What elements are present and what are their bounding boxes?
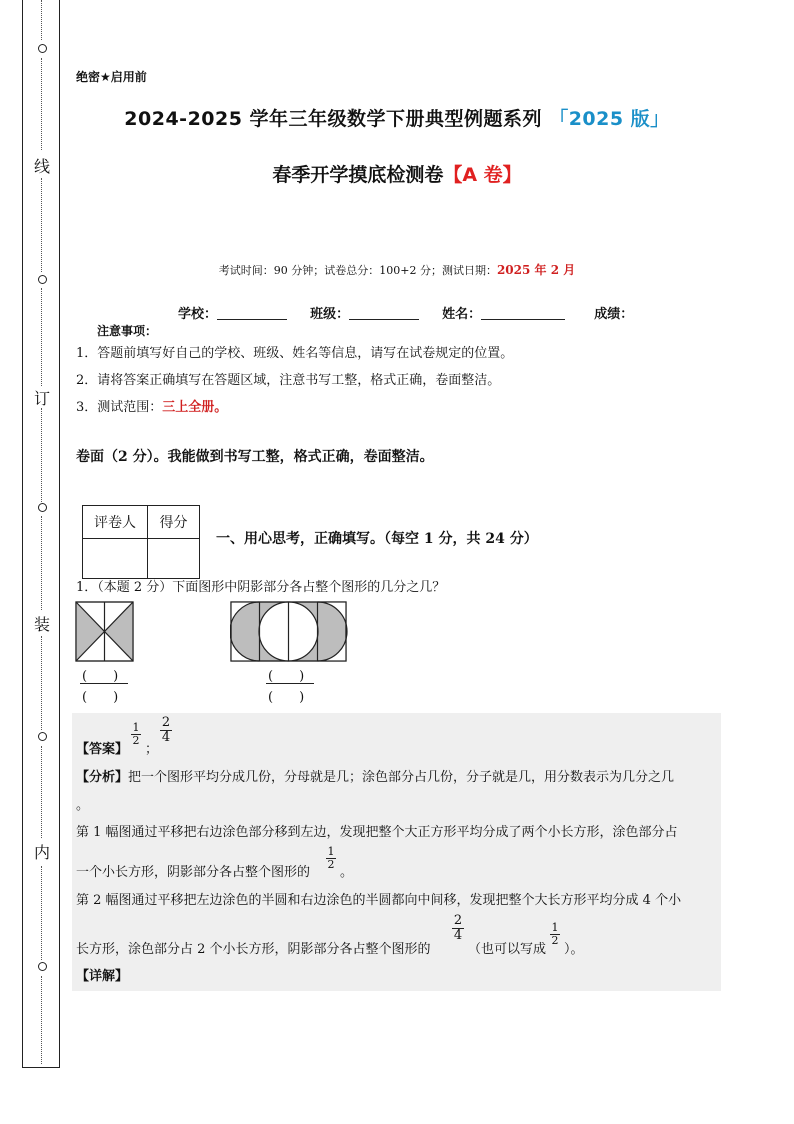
explanation-1-end: 。 [340,865,354,880]
name-label: 姓名： [442,307,482,322]
notice-item: 1．答题前填写好自己的学校、班级、姓名等信息，请写在试卷规定的位置。 [76,346,514,361]
binding-dotted-line [41,866,42,960]
fraction-denominator: 2 [551,934,559,947]
figure-1-square [75,601,135,663]
fraction-numerator: 2 [161,715,171,730]
fraction-denominator: 4 [453,928,463,943]
exam-info [0,261,794,278]
school-blank[interactable] [217,306,287,320]
binding-dotted-line [41,636,42,730]
binding-dotted-line [41,178,42,272]
explanation-1-line-1: 第 1 幅图通过平移把右边涂色部分移到左边，发现把整个大正方形平均分成了两个小长方形，涂色部分占 [76,825,678,840]
binding-circle [38,962,47,971]
answer-paren-numerator[interactable]: ( ) [82,669,119,684]
answer-paren-denominator[interactable]: ( ) [268,690,305,705]
score-label: 成绩： [594,307,634,322]
grader-header: 评卷人 [83,506,148,539]
binding-char-order: 订 [34,389,51,408]
neatness-statement: 卷面（2 分）。我能做到书写工整，格式正确，卷面整洁。 [76,449,434,465]
page-subtitle [0,160,794,187]
binding-char-bind: 装 [34,615,51,634]
class-label: 班级： [310,307,350,322]
analysis-line [76,766,674,785]
answer-fraction-2 [160,716,172,745]
exam-date: 2025 年 2 月 [496,263,576,277]
binding-dotted-line [41,0,42,40]
explanation-2-fraction-1 [452,914,464,943]
binding-dotted-line [41,408,42,502]
analysis-label: 【分析】 [76,770,129,785]
score-header: 得分 [148,506,200,539]
subtitle-text: 春季开学摸底检测卷 [272,164,444,186]
student-fields [178,303,633,322]
explanation-2-line-1: 第 2 幅图通过平移把左边涂色的半圆和右边涂色的半圆都向中间移，发现把整个大长方形平均分成 4 个小 [76,893,682,908]
notice-item: 2．请将答案正确填写在答题区域，注意书写工整，格式正确，卷面整洁。 [76,373,501,388]
fraction-bar [266,683,314,684]
binding-char-inner: 内 [34,843,51,862]
explanation-1-line-2: 一个小长方形，阴影部分各占整个图形的 [76,865,311,880]
binding-dotted-line [41,976,42,1064]
binding-dotted-line [41,516,42,610]
answer-paren-numerator[interactable]: ( ) [268,669,305,684]
binding-circle [38,503,47,512]
fraction-denominator: 4 [161,730,171,745]
explanation-2-line-2: 长方形，涂色部分占 2 个小长方形，阴影部分各占整个图形的 [76,942,431,957]
answer-paren-denominator[interactable]: ( ) [82,690,119,705]
notice-title: 注意事项： [97,324,158,338]
fraction-numerator: 1 [132,721,140,734]
detail-label: 【详解】 [76,969,129,984]
score-table [82,505,200,579]
notice-item-text: 3．测试范围： [76,400,163,415]
explanation-2-middle: （也可以写成 [468,942,547,957]
fraction-numerator: 1 [551,921,559,934]
fraction-numerator: 1 [327,845,335,858]
fraction-denominator: 2 [327,858,335,871]
fraction-denominator: 2 [132,734,140,747]
answer-fraction-1 [131,722,141,747]
question-1: 1．（本题 2 分）下面图形中阴影部分各占整个图形的几分之几？ [76,580,446,595]
binding-circle [38,44,47,53]
binding-dotted-line [41,288,42,386]
answer-label: 【答案】 [76,742,129,757]
name-blank[interactable] [481,306,565,320]
section-title: 一、用心思考，正确填写。（每空 1 分，共 24 分） [216,531,538,547]
page-title [0,104,794,131]
title-version: 「2025 版」 [549,108,670,130]
score-cell[interactable] [148,539,200,579]
exam-info-text: 考试时间：90 分钟；试卷总分：100+2 分；测试日期： [218,264,497,277]
analysis-text: 把一个图形平均分成几份，分母就是几；涂色部分占几份，分子就是几，用分数表示为几分之几 [128,770,675,785]
confidential-label: 绝密★启用前 [76,70,147,84]
answer-separator: ； [145,742,159,757]
binding-dotted-line [41,746,42,838]
school-label: 学校： [178,307,218,322]
grader-cell[interactable] [83,539,148,579]
explanation-1-fraction [326,846,336,871]
subtitle-tag: 【A 卷】 [443,164,522,186]
explanation-2-end: ）。 [564,942,584,957]
fraction-bar [80,683,128,684]
analysis-end: 。 [76,798,90,813]
fraction-numerator: 2 [453,913,463,928]
binding-char-line: 线 [34,157,51,176]
notice-item [76,396,227,415]
test-range: 三上全册。 [162,400,228,415]
binding-circle [38,732,47,741]
title-main: 2024-2025 学年三年级数学下册典型例题系列 [124,108,543,130]
class-blank[interactable] [349,306,419,320]
figure-2-rectangle [230,601,348,663]
explanation-2-fraction-2 [550,922,560,947]
